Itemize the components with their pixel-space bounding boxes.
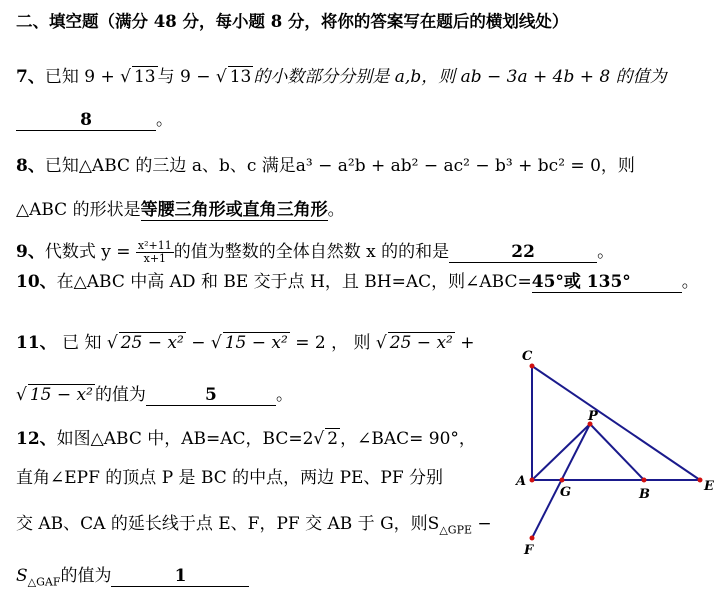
fraction-numerator: x²+11 xyxy=(137,239,172,252)
label-b: B xyxy=(639,487,650,502)
q11-sqrt-a: 25 − x² xyxy=(120,333,184,353)
q7-text-a: 已知 9 + xyxy=(44,67,121,87)
question-12-line-4 xyxy=(16,566,249,592)
point-a xyxy=(530,478,535,483)
label-a: A xyxy=(516,474,527,489)
segment-pb xyxy=(590,424,644,480)
subscript: △GAF xyxy=(27,575,61,589)
period: 。 xyxy=(681,272,699,292)
question-number: 9、 xyxy=(16,242,45,262)
question-number: 10、 xyxy=(16,272,57,292)
question-8-answer-line xyxy=(16,200,345,221)
q11-text-e: 的值为 xyxy=(94,385,146,405)
point-f xyxy=(530,536,535,541)
q12-line3: 交 AB、CA 的延长线于点 E、F，PF 交 AB 于 G，则S xyxy=(16,514,440,534)
q11-sqrt-c: 25 − x² xyxy=(389,333,453,353)
q8-text-b: △ABC 的形状是 xyxy=(16,200,141,220)
question-number: 12、 xyxy=(16,429,57,449)
question-11: 11、 已 知 √ 25 − x² − √ 15 − x² = 2 ， 则 √ 25 − x² + xyxy=(16,333,475,353)
period: 。 xyxy=(156,110,173,130)
question-number: 11、 xyxy=(16,333,57,353)
q7-text-c: 的小数部分分别是 a,b，则 ab − 3a + 4b + 8 的值为 xyxy=(253,67,667,87)
segment-ce xyxy=(532,366,700,480)
q11-sqrt-b: 15 − x² xyxy=(224,333,288,353)
question-number: 7、 xyxy=(16,67,45,87)
answer-blank: 22 xyxy=(449,242,597,263)
segment-ap xyxy=(532,424,590,480)
question-11-answer-line: √ 15 − x² 的值为 5 。 xyxy=(16,385,293,405)
question-9 xyxy=(16,240,614,265)
q11-text-c: = 2 ， 则 xyxy=(289,333,376,353)
section-header: 二、填空题（满分 48 分，每小题 8 分，将你的答案写在题后的横划线处） xyxy=(16,12,569,31)
q12-line1-a: 如图△ABC 中，AB=AC，BC=2 xyxy=(56,429,314,449)
point-b xyxy=(642,478,647,483)
answer-blank: 1 xyxy=(111,566,249,587)
q8-text-a: 已知△ABC 的三边 a、b、c 满足a³ − a²b + ab² − ac² − b³ + bc² = 0，则 xyxy=(44,156,635,176)
question-12-line-3 xyxy=(16,514,492,540)
label-p: P xyxy=(588,409,598,424)
answer-blank: 8 xyxy=(16,110,156,131)
fraction xyxy=(136,240,174,265)
question-8 xyxy=(16,156,635,176)
question-number: 8、 xyxy=(16,156,45,176)
q12-sqrt: 2 xyxy=(327,429,339,449)
subscript: △GPE xyxy=(439,523,473,537)
point-e xyxy=(698,478,703,483)
point-c xyxy=(530,364,535,369)
q7-sqrt-a: 13 xyxy=(133,67,156,87)
q11-sqrt-d: 15 − x² xyxy=(29,385,93,405)
q7-sqrt-b: 13 xyxy=(229,67,252,87)
point-g xyxy=(560,478,565,483)
period: 。 xyxy=(327,200,345,220)
q11-text-b: − xyxy=(185,333,211,353)
period: 。 xyxy=(597,242,615,262)
q10-text: 在△ABC 中高 AD 和 BE 交于点 H，且 BH=AC，则∠ABC= xyxy=(56,272,532,292)
q12-line4: S xyxy=(16,566,28,586)
q12-line4-b: 的值为 xyxy=(60,566,112,586)
q7-text-b: 与 9 − xyxy=(157,67,216,87)
geometry-figure xyxy=(508,342,722,560)
q11-text-a: 已 知 xyxy=(56,333,107,353)
answer-blank: 等腰三角形或直角三角形 xyxy=(140,200,328,220)
label-e: E xyxy=(704,479,714,494)
question-12-line-1: 12、如图△ABC 中，AB=AC，BC=2√ 2 ，∠BAC= 90°， xyxy=(16,429,476,449)
label-c: C xyxy=(522,349,533,364)
fraction-denominator: x+1 xyxy=(143,252,167,265)
period: 。 xyxy=(275,385,293,405)
q12-line1-b: ，∠BAC= 90°， xyxy=(340,429,476,449)
figure-lines xyxy=(532,366,700,538)
label-g: G xyxy=(560,485,572,500)
answer-blank: 5 xyxy=(146,385,276,406)
answer-blank: 45°或 135° xyxy=(532,272,682,293)
question-7-answer-line xyxy=(16,110,173,131)
label-f: F xyxy=(524,543,534,558)
q12-line3-end: − xyxy=(472,514,492,534)
question-12-line-2: 直角∠EPF 的顶点 P 是 BC 的中点，两边 PE、PF 分别 xyxy=(16,468,444,488)
q9-text-a: 代数式 y = xyxy=(44,242,136,262)
question-10 xyxy=(16,272,699,293)
q9-text-b: 的值为整数的全体自然数 x 的的和是 xyxy=(173,242,450,262)
q11-text-d: + xyxy=(454,333,475,353)
question-7: 7、已知 9 + √ 13 与 9 − √ 13 的小数部分分别是 a,b，则 ab − 3a + 4b + 8 的值为 xyxy=(16,67,667,87)
